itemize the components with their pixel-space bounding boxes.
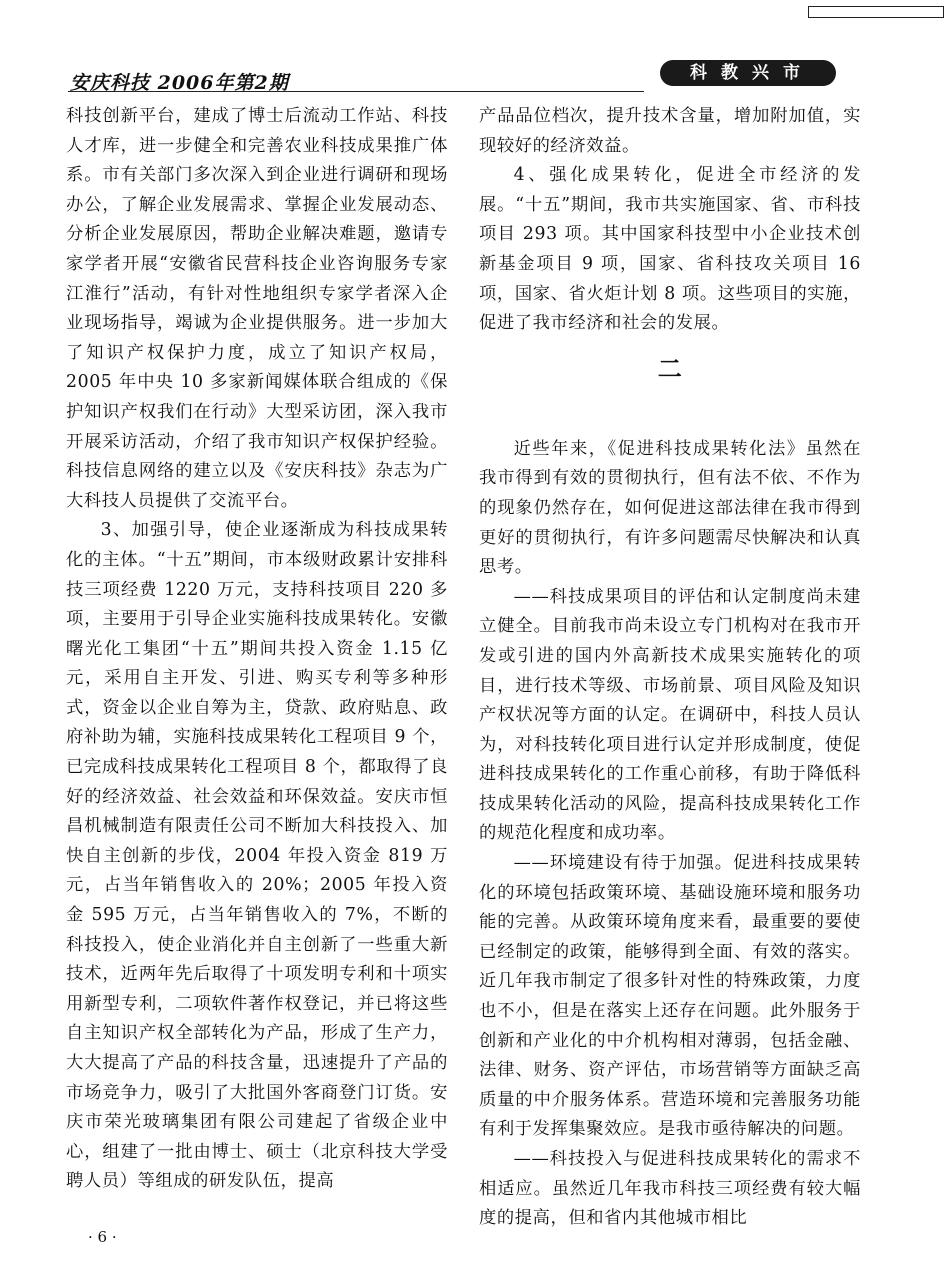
paragraph-left-2: 3、加强引导，使企业逐渐成为科技成果转化的主体。“十五”期间，市本级财政累计安排科技三项经费 1220 万元，支持科技项目 220 多项，主要用于引导企业实施科技成果转化。安徽曙光化工集团“十五”期间共投入资金 1.15 亿元，采用自主开发、引进、购买专利等多种形式，资金以企业自筹为主，贷款、政府贴息、政府补助为辅，实施科技成果转化工程项目 9 个，已完成科技成果转化工程项目 8 个，都取得了良好的经济效益、社会效益和环保效益。安庆市恒昌机械制造有限责任公司不断加大科技投入、加快自主创新的步伐，2004 年投入资金 819 万元，占当年销售收入的 20%；2005 年投入资金 595 万元，占当年销售收入的 7%，不断的科技投入，使企业消化并自主创新了一些重大新技术，近两年先后取得了十项发明专利和十项实用新型专利，二项软件著作权登记，并已将这些自主知识产权全部转化为产品，形成了生产力，大大提高了产品的科技含量，迅速提升了产品的市场竞争力，吸引了大批国外客商登门订货。安庆市荣光玻璃集团有限公司建起了省级企业中心，组建了一批由博士、硕士（北京科技大学受聘人员）等组成的研发队伍，提高: [66, 520, 448, 1192]
paragraph-right-6: ——科技投入与促进科技成果转化的需求不相适应。虽然近几年我市科技三项经费有较大幅度的提高，但和省内其他城市相比: [479, 1149, 861, 1229]
paragraph-right-2: 4、强化成果转化，促进全市经济的发展。“十五”期间，我市共实施国家、省、市科技项目 293 项。其中国家科技型中小企业技术创新基金项目 9 项，国家、省科技攻关项目 16 项，国家、省火炬计划 8 项。这些项目的实施，促进了我市经济和社会的发展。: [479, 165, 861, 334]
journal-title: 安庆科技 2006年第2期: [70, 72, 289, 94]
header-rule: [68, 91, 644, 92]
right-column: [479, 102, 861, 1234]
paragraph-right-3: 近些年来，《促进科技成果转化法》虽然在我市得到有效的贯彻执行，但有法不依、不作为的现象仍然存在，如何促进这部法律在我市得到更好的贯彻执行，有许多问题需尽快解决和认真思考。: [479, 438, 861, 578]
paragraph-left-1: 科技创新平台，建成了博士后流动工作站、科技人才库，进一步健全和完善农业科技成果推广体系。市有关部门多次深入到企业进行调研和现场办公，了解企业发展需求、掌握企业发展动态、分析企业发展原因，帮助企业解决难题，邀请专家学者开展“安徽省民营科技企业咨询服务专家江淮行”活动，有针对性地组织专家学者深入企业现场指导，竭诚为企业提供服务。进一步加大了知识产权保护力度，成立了知识产权局，2005 年中央 10 多家新闻媒体联合组成的《保护知识产权我们在行动》大型采访团，深入我市开展采访活动，介绍了我市知识产权保护经验。科技信息网络的建立以及《安庆科技》杂志为广大科技人员提供了交流平台。: [66, 106, 448, 511]
page-number: · 6 ·: [88, 1228, 117, 1246]
paragraph-right-5: ——环境建设有待于加强。促进科技成果转化的环境包括政策环境、基础设施环境和服务功能的完善。从政策环境角度来看，最重要的要使已经制定的政策，能够得到全面、有效的落实。近几年我市制定了很多针对性的特殊政策，力度也不小，但是在落实上还存在问题。此外服务于创新和产业化的中介机构相对薄弱，包括金融、法律、财务、资产评估，市场营销等方面缺乏高质量的中介服务体系。营造环境和完善服务功能有利于发挥集聚效应。是我市亟待解决的问题。: [479, 853, 861, 1140]
paragraph-right-1: 产品品位档次，提升技术含量，增加附加值，实现较好的经济效益。: [479, 106, 861, 156]
section-badge: 科教兴市: [660, 60, 836, 86]
paragraph-right-4: ——科技成果项目的评估和认定制度尚未建立健全。目前我市尚未设立专门机构对在我市开发或引进的国内外高新技术成果实施转化的项目，进行技术等级、市场前景、项目风险及知识产权状况等方面的认定。在调研中，科技人员认为，对科技转化项目进行认定并形成制度，使促进科技成果转化的工作重心前移，有助于降低科技成果转化活动的风险，提高科技成果转化工作的规范化程度和成功率。: [479, 586, 861, 844]
section-heading: 二: [657, 353, 683, 383]
corner-box: [808, 6, 944, 18]
left-column: [66, 102, 448, 1197]
